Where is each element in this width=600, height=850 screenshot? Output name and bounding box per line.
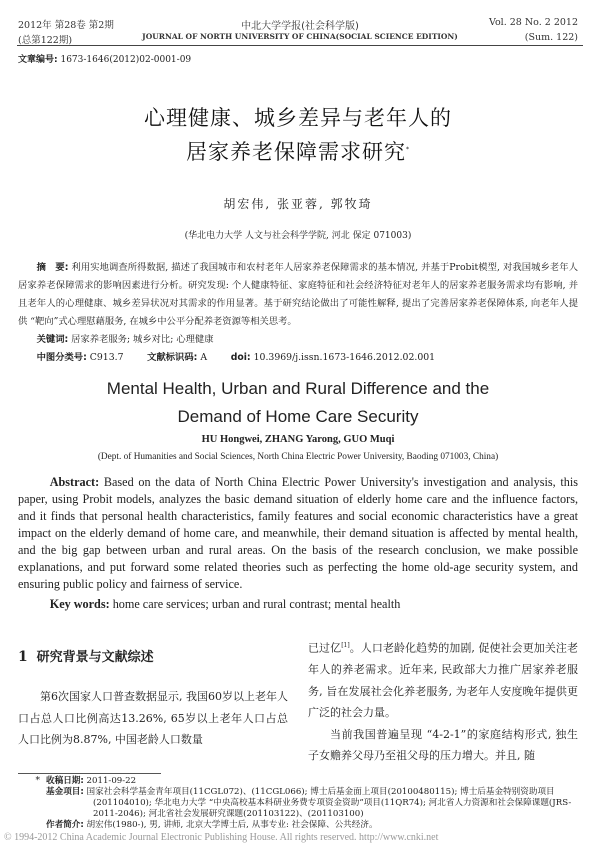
received-label: 收稿日期: bbox=[46, 775, 84, 786]
two-column-body bbox=[18, 635, 578, 767]
journal-name-en: JOURNAL OF NORTH UNIVERSITY OF CHINA(SOCIAL SCIENCE EDITION) bbox=[142, 32, 458, 41]
clc-value: C913.7 bbox=[89, 352, 124, 363]
keywords-en-text: home care services; urban and rural contrast; mental health bbox=[112, 597, 401, 611]
article-number bbox=[18, 53, 578, 67]
doi-label: doi: bbox=[230, 352, 251, 363]
author-bio-label: 作者简介: bbox=[46, 819, 84, 830]
footnote-rule bbox=[18, 773, 161, 774]
keywords-en bbox=[18, 596, 578, 613]
affiliation-en: (Dept. of Humanities and Social Sciences, North China Electric Power University, Baoding 071003, China) bbox=[97, 452, 499, 462]
total-issue: (总第122期) bbox=[18, 35, 73, 46]
volume-info: Vol. 28 No. 2 2012 bbox=[488, 17, 578, 28]
article-number-value: 1673-1646(2012)02-0001-09 bbox=[60, 55, 192, 65]
authors-cn: 胡宏伟, 张亚蓉, 郭牧琦 bbox=[223, 197, 373, 211]
right-column-p1 bbox=[308, 635, 578, 724]
copyright-watermark: © 1994-2012 China Academic Journal Electronic Publishing House. All rights reserved. http://www.cnki.net bbox=[4, 831, 439, 843]
footnote-star: * bbox=[35, 775, 40, 786]
right-p1-a: 已过亿 bbox=[308, 641, 342, 655]
abstract-cn-label: 摘 要: bbox=[36, 262, 69, 273]
title-en-line2: Demand of Home Care Security bbox=[177, 407, 419, 426]
abstract-en bbox=[18, 474, 578, 593]
keywords-cn bbox=[18, 331, 578, 349]
keywords-cn-text: 居家养老服务; 城乡对比; 心理健康 bbox=[71, 334, 214, 345]
authors-en: HU Hongwei, ZHANG Yarong, GUO Muqi bbox=[201, 434, 395, 445]
section-number: 1 bbox=[18, 649, 28, 665]
title-cn-line2-text: 居家养老保障需求研究 bbox=[186, 140, 406, 164]
keywords-cn-label: 关键词: bbox=[36, 334, 69, 345]
right-column-p2: 当前我国普遍呈现 “4-2-1”的家庭结构形式, 独生子女赡养父母乃至祖父母的压力增大。并且, 随 bbox=[308, 727, 578, 763]
fund-label: 基金项目: bbox=[46, 786, 84, 797]
title-en-line1: Mental Health, Urban and Rural Difference and the bbox=[106, 379, 490, 398]
abstract-cn bbox=[18, 259, 578, 331]
clc-label: 中图分类号: bbox=[36, 352, 87, 363]
abstract-en-text: Based on the data of North China Electric Power University's investigation and analysis, this paper, using Probit models, analyzes the basic demand situation of elderly home care and the influence factors, and it finds that personal health characteristics, family features and social economic characteristics have a great impact on the elderly demand of home care, and meanwhile, their demand situation is affected by mental health, and the big gap between urban and rural areas. On the basis of the research conclusion, we make possible explanations, and put forward some related theories such as perfecting the home old-age security system, and ensuring public policy and fairness of service. bbox=[18, 475, 579, 591]
section-title: 研究背景与文献综述 bbox=[36, 650, 154, 665]
affiliation-cn: (华北电力大学 人文与社会科学学院, 河北 保定 071003) bbox=[184, 231, 412, 241]
doc-code-value: A bbox=[200, 352, 208, 363]
abstract-en-label: Abstract: bbox=[49, 475, 100, 489]
footnote-body bbox=[46, 776, 578, 831]
right-p1-b: 。人口老龄化趋势的加剧, 促使社会更加关注老年人的养老需求。近年来, 民政部大力推广居家养老服务, 旨在发展社会化养老服务, 为老年人安度晚年提供更广泛的社会力量。 bbox=[308, 641, 578, 720]
issue-info: 2012年 第28卷 第2期 bbox=[18, 20, 114, 31]
abstract-cn-text: 利用实地调查所得数据, 描述了我国城市和农村老年人居家养老保障需求的基本情况, 并基于Probit模型, 对我国城乡老年人居家养老保障需求的影响因素进行分析。研究发现: 个人健康特征、家庭特征和社会经济特征对老年人的居家养老服务需求均有影响, 并且老年人的心理健康、城乡差异状况对其需求的作用显著。基于研究结论做出了可能性解释, 提出了完善居家养老保障体系, 向老年人提供 “靶向”式心理慰藉服务, 在城乡中公平分配养老资源等相关思考。 bbox=[18, 262, 578, 327]
classification bbox=[18, 349, 578, 367]
right-column bbox=[308, 635, 578, 767]
title-cn-line1: 心理健康、城乡差异与老年人的 bbox=[144, 106, 452, 130]
left-column bbox=[18, 635, 288, 767]
title-cn-line2 bbox=[18, 134, 578, 168]
footnote-fund bbox=[46, 787, 578, 820]
keywords-en-label: Key words: bbox=[49, 597, 110, 611]
doi-value: 10.3969/j.issn.1673-1646.2012.02.001 bbox=[253, 352, 436, 363]
fund-text: 国家社会科学基金青年项目(11CGL072)、(11CGL066); 博士后基金面上项目(20100480115); 博士后基金特别资助项目(201104010); 华北电力大学 “中央高校基本科研业务费专项资金资助”项目(11QR74); 河北省人力资源和社会保障课题(JRS-2011-2046); 河北省社会发展研究课题(201103122)、(201103100) bbox=[86, 786, 572, 819]
sum-info: (Sum. 122) bbox=[524, 32, 578, 43]
footnote-received bbox=[46, 776, 578, 787]
received-date: 2011-09-22 bbox=[86, 775, 137, 786]
footnotes bbox=[18, 776, 578, 831]
footnote-author bbox=[46, 820, 578, 831]
doc-code-label: 文献标识码: bbox=[147, 352, 198, 363]
citation-ref[interactable]: [1] bbox=[341, 642, 350, 649]
header-rule bbox=[17, 45, 583, 46]
article-number-label: 文章编号: bbox=[18, 55, 58, 65]
left-column-text: 第6次国家人口普查数据显示, 我国60岁以上老年人口占总人口比例高达13.26%, 65岁以上老年人口占总人口比例为8.87%, 中国老龄人口数量 bbox=[18, 690, 288, 746]
article-body bbox=[4, 53, 579, 844]
journal-name-cn: 中北大学学报(社会科学版) bbox=[241, 21, 359, 32]
section-heading bbox=[18, 645, 288, 670]
author-bio-text: 胡宏伟(1980-), 男, 讲师, 北京大学博士后, 从事专业: 社会保障、公共经济。 bbox=[86, 819, 378, 830]
title-footnote-mark: * bbox=[406, 146, 410, 153]
